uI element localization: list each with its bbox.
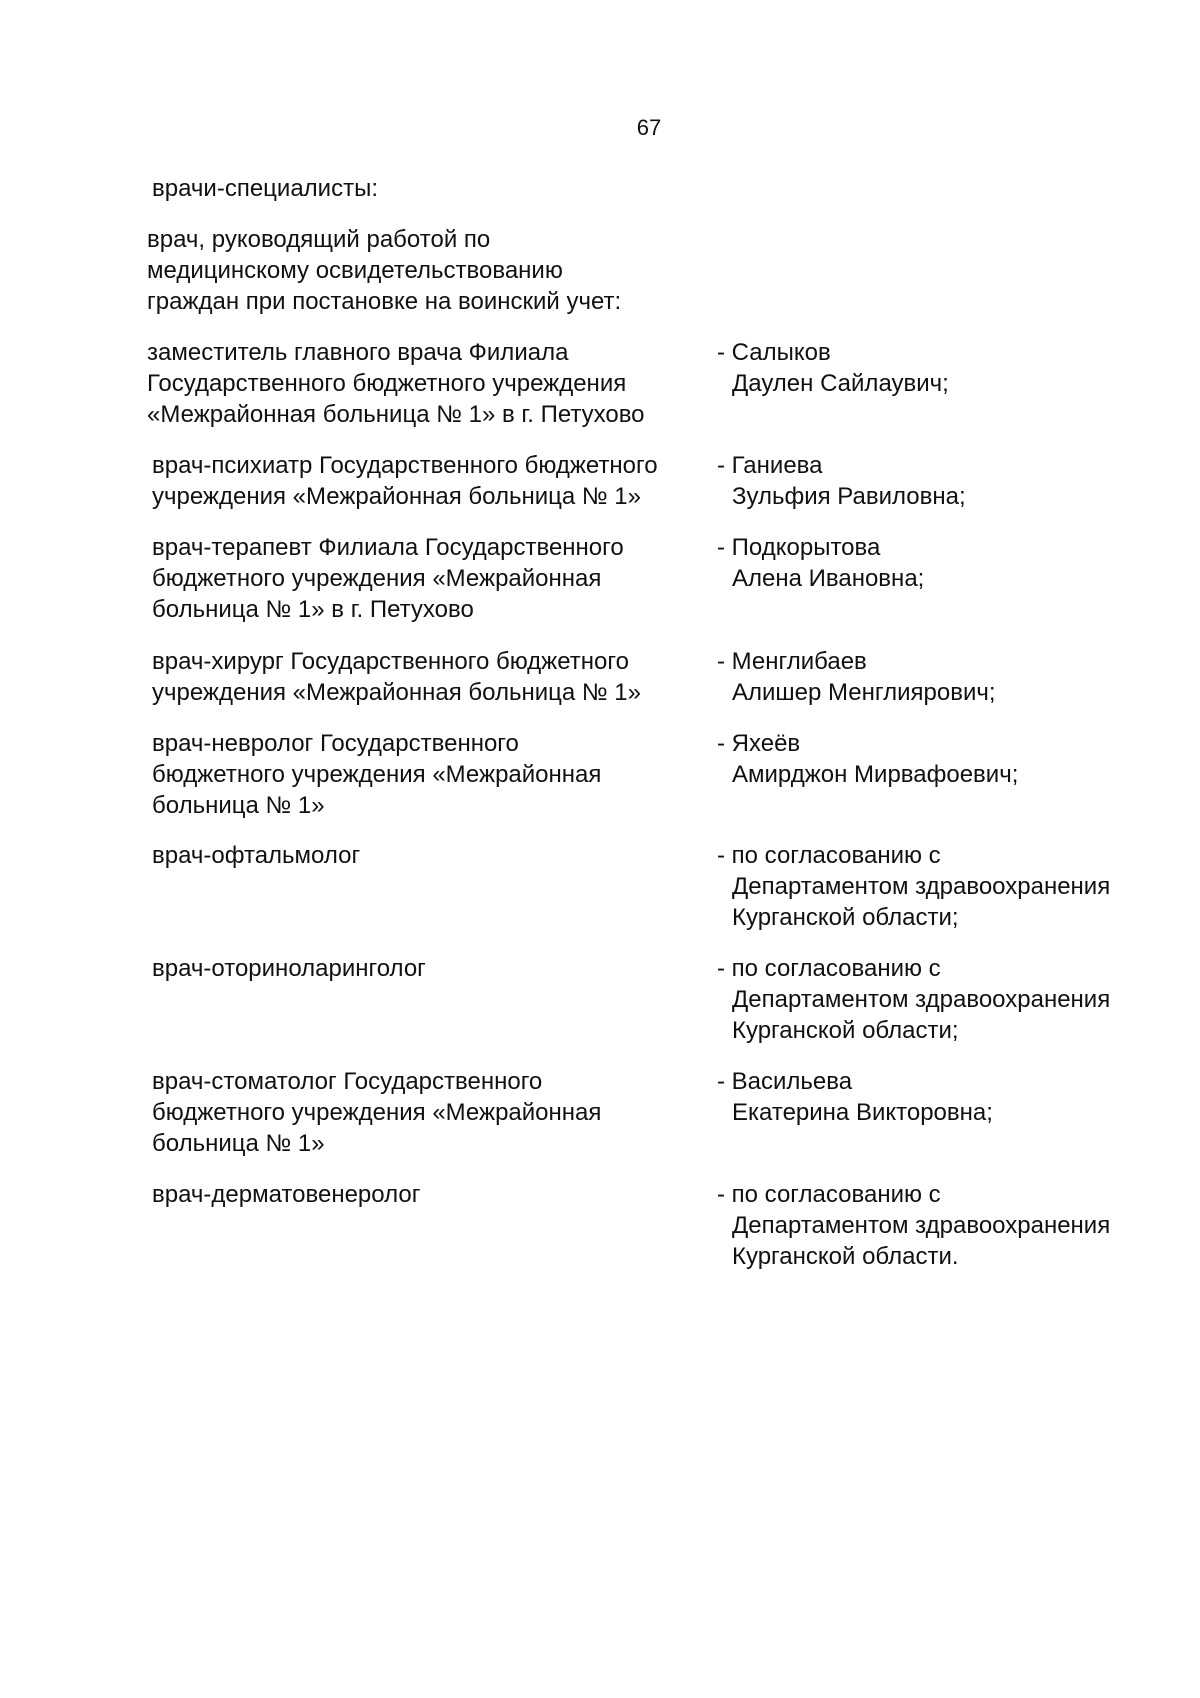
person-line: - по согласованию с [717, 1181, 941, 1208]
entry-position [152, 532, 624, 625]
position-line: бюджетного учреждения «Межрайонная [152, 761, 602, 788]
entry-position [147, 337, 645, 430]
person-line: - Салыков [717, 339, 831, 366]
position-line: врач-оториноларинголог [152, 955, 426, 982]
person-line: Даулен Сайлаувич; [732, 370, 949, 397]
person-line: - Менглибаев [717, 648, 867, 675]
entry-position [152, 728, 601, 821]
person-line: Екатерина Викторовна; [732, 1099, 993, 1126]
entry-person [717, 840, 1110, 933]
entry-person [717, 646, 996, 708]
position-line: «Межрайонная больница № 1» в г. Петухово [147, 401, 645, 428]
entry-person [717, 1179, 1110, 1272]
entry-person [717, 532, 924, 594]
person-line: Амирджон Мирвафоевич; [732, 761, 1019, 788]
person-line: Департаментом здравоохранения [732, 1212, 1111, 1239]
entry-person [717, 337, 949, 399]
page-number: 67 [636, 115, 662, 140]
position-line: учреждения «Межрайонная больница № 1» [152, 679, 641, 706]
person-line: Алишер Менглиярович; [732, 679, 996, 706]
person-line: - Ганиева [717, 452, 823, 479]
entry-position [152, 840, 360, 871]
entry-position [152, 646, 641, 708]
entry-position [152, 1179, 420, 1210]
position-line: врач-стоматолог Государственного [152, 1068, 543, 1095]
entry-person [717, 953, 1110, 1046]
position-line: врач-терапевт Филиала Государственного [152, 534, 624, 561]
position-line: бюджетного учреждения «Межрайонная [152, 1099, 602, 1126]
person-line: - Яхеёв [717, 730, 801, 757]
person-line: - Подкорытова [717, 534, 881, 561]
position-line: заместитель главного врача Филиала [147, 339, 569, 366]
position-line: больница № 1» в г. Петухово [152, 596, 474, 623]
person-line: Курганской области; [732, 1017, 959, 1044]
position-line: врач-невролог Государственного [152, 730, 519, 757]
person-line: - по согласованию с [717, 842, 941, 869]
person-line: Зульфия Равиловна; [732, 483, 966, 510]
entry-person [717, 728, 1018, 790]
position-line: врач-дерматовенеролог [152, 1181, 421, 1208]
position-line: врач-офтальмолог [152, 842, 361, 869]
person-line: - Васильева [717, 1068, 853, 1095]
position-line: врач-хирург Государственного бюджетного [152, 648, 629, 675]
person-line: - по согласованию с [717, 955, 941, 982]
heading-specialists: врачи-специалисты: [152, 175, 378, 202]
person-line: Курганской области. [732, 1243, 959, 1270]
position-line: учреждения «Межрайонная больница № 1» [152, 483, 641, 510]
position-line: больница № 1» [152, 792, 325, 819]
entry-position [152, 953, 426, 984]
person-line: Департаментом здравоохранения [732, 873, 1111, 900]
position-line: врач-психиатр Государственного бюджетного [152, 452, 658, 479]
entry-person [717, 450, 966, 512]
heading-lead-line: врач, руководящий работой по [147, 226, 491, 253]
heading-lead-line: граждан при постановке на воинский учет: [147, 288, 622, 315]
person-line: Курганской области; [732, 904, 959, 931]
position-line: больница № 1» [152, 1130, 325, 1157]
person-line: Департаментом здравоохранения [732, 986, 1111, 1013]
heading-lead-doctor [147, 224, 621, 317]
entry-position [152, 1066, 601, 1159]
entry-person [717, 1066, 993, 1128]
person-line: Алена Ивановна; [732, 565, 925, 592]
position-line: Государственного бюджетного учреждения [147, 370, 627, 397]
heading-lead-line: медицинскому освидетельствованию [147, 257, 563, 284]
position-line: бюджетного учреждения «Межрайонная [152, 565, 602, 592]
entry-position [152, 450, 658, 512]
